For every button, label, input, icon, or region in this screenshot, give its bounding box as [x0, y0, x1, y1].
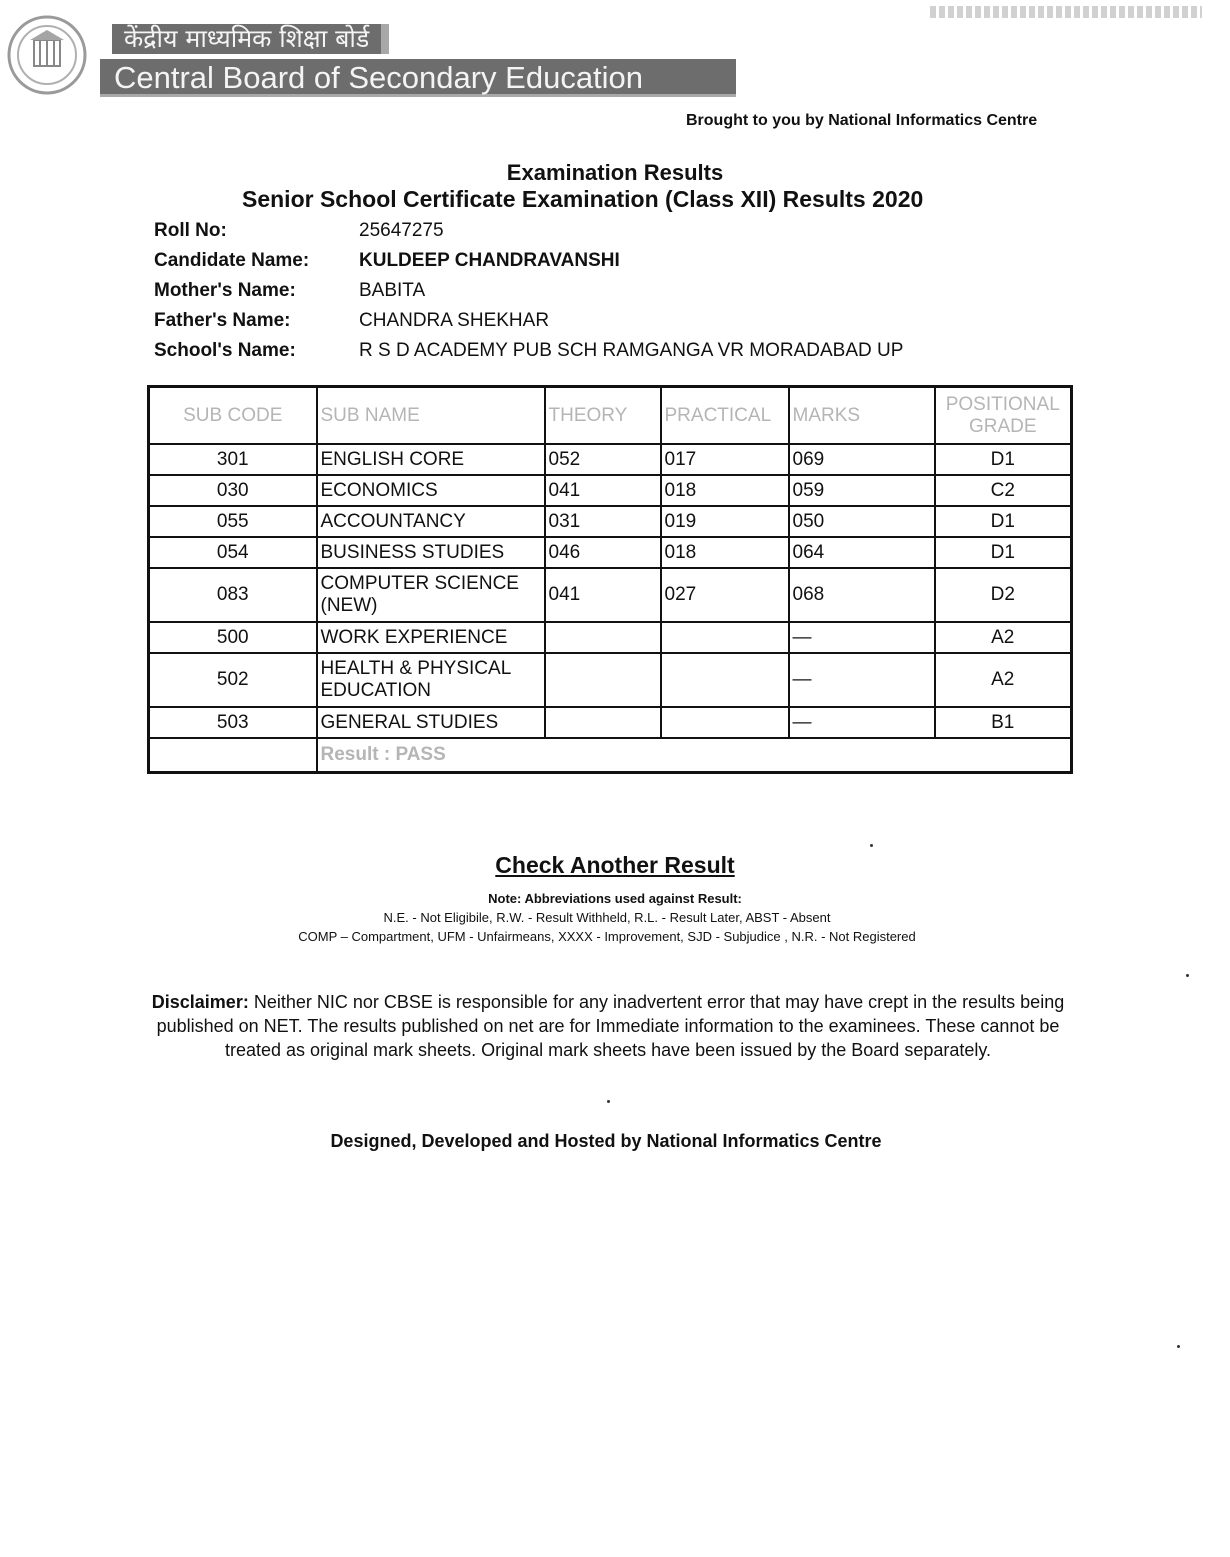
table-row — [149, 506, 1072, 537]
theory-cell — [545, 622, 661, 653]
marks-cell: 068 — [789, 568, 935, 622]
father-name-value: CHANDRA SHEKHAR — [359, 310, 550, 331]
sub-name-cell: BUSINESS STUDIES — [317, 537, 545, 568]
sub-name-cell: HEALTH & PHYSICAL EDUCATION — [317, 653, 545, 707]
sub-code-cell: 083 — [149, 568, 317, 622]
results-table — [147, 385, 1073, 774]
mother-name-value: BABITA — [359, 280, 426, 301]
header-positional-grade: POSITIONAL GRADE — [935, 387, 1072, 445]
sub-name-cell: WORK EXPERIENCE — [317, 622, 545, 653]
theory-cell: 052 — [545, 444, 661, 475]
scan-speck — [870, 844, 873, 847]
grade-cell: C2 — [935, 475, 1072, 506]
sub-code-cell: 301 — [149, 444, 317, 475]
sub-code-cell: 030 — [149, 475, 317, 506]
grade-cell: A2 — [935, 653, 1072, 707]
marks-cell: — — [789, 653, 935, 707]
practical-cell: 018 — [661, 537, 789, 568]
hindi-banner-title: केंद्रीय माध्यमिक शिक्षा बोर्ड — [112, 24, 389, 54]
practical-cell: 027 — [661, 568, 789, 622]
mother-name-label: Mother's Name: — [154, 280, 296, 301]
candidate-name-value: KULDEEP CHANDRAVANSHI — [359, 250, 620, 271]
practical-cell — [661, 707, 789, 738]
sub-code-cell: 055 — [149, 506, 317, 537]
sub-name-cell: ECONOMICS — [317, 475, 545, 506]
sub-code-cell: 502 — [149, 653, 317, 707]
sub-name-cell: ACCOUNTANCY — [317, 506, 545, 537]
marks-cell: 069 — [789, 444, 935, 475]
practical-cell — [661, 622, 789, 653]
theory-cell — [545, 707, 661, 738]
theory-cell: 041 — [545, 568, 661, 622]
marks-cell: — — [789, 707, 935, 738]
page-title: Examination Results — [506, 160, 724, 185]
sub-name-cell: GENERAL STUDIES — [317, 707, 545, 738]
table-row — [149, 475, 1072, 506]
table-row — [149, 707, 1072, 738]
grade-cell: A2 — [935, 622, 1072, 653]
cbse-logo — [6, 14, 88, 96]
sub-code-cell: 054 — [149, 537, 317, 568]
practical-cell — [661, 653, 789, 707]
school-name-value: R S D ACADEMY PUB SCH RAMGANGA VR MORADABAD UP — [359, 340, 904, 361]
grade-cell: B1 — [935, 707, 1072, 738]
brought-by-text: Brought to you by National Informatics Centre — [686, 112, 1038, 129]
english-banner-title: Central Board of Secondary Education — [100, 59, 736, 97]
table-header-row — [149, 387, 1072, 445]
result-empty-cell — [149, 738, 317, 773]
practical-cell: 019 — [661, 506, 789, 537]
grade-cell: D2 — [935, 568, 1072, 622]
school-name-label: School's Name: — [154, 340, 296, 361]
sub-code-cell: 503 — [149, 707, 317, 738]
marks-cell: 059 — [789, 475, 935, 506]
father-name-label: Father's Name: — [154, 310, 291, 331]
result-cell — [317, 738, 1072, 773]
theory-cell: 031 — [545, 506, 661, 537]
note-line-2: COMP – Compartment, UFM - Unfairmeans, XXXX - Improvement, SJD - Subjudice , N.R. - Not Registered — [298, 929, 916, 944]
table-row — [149, 568, 1072, 622]
scan-speck — [1177, 1345, 1180, 1348]
sub-name-cell: COMPUTER SCIENCE (NEW) — [317, 568, 545, 622]
table-row — [149, 622, 1072, 653]
grade-cell: D1 — [935, 537, 1072, 568]
roll-value: 25647275 — [359, 220, 444, 241]
grade-cell: D1 — [935, 506, 1072, 537]
marks-cell: — — [789, 622, 935, 653]
grade-cell: D1 — [935, 444, 1072, 475]
theory-cell — [545, 653, 661, 707]
marks-cell: 050 — [789, 506, 935, 537]
roll-label: Roll No: — [154, 220, 227, 241]
header-sub-code: SUB CODE — [149, 387, 317, 445]
result-row — [149, 738, 1072, 773]
practical-cell: 018 — [661, 475, 789, 506]
faint-url-strip — [930, 6, 1202, 18]
result-status: Result : PASS — [320, 744, 446, 765]
sub-name-cell: ENGLISH CORE — [317, 444, 545, 475]
header-theory: THEORY — [545, 387, 661, 445]
sub-code-cell: 500 — [149, 622, 317, 653]
table-row — [149, 444, 1072, 475]
header-sub-name: SUB NAME — [317, 387, 545, 445]
table-row — [149, 537, 1072, 568]
disclaimer-label: Disclaimer: — [151, 992, 249, 1012]
header-practical: PRACTICAL — [661, 387, 789, 445]
note-heading: Note: Abbreviations used against Result: — [488, 891, 742, 906]
theory-cell: 041 — [545, 475, 661, 506]
check-another-result-link[interactable]: Check Another Result — [495, 852, 735, 878]
practical-cell: 017 — [661, 444, 789, 475]
designed-by-text: Designed, Developed and Hosted by National Informatics Centre — [330, 1131, 882, 1151]
candidate-name-label: Candidate Name: — [154, 250, 310, 271]
scan-speck — [1186, 974, 1189, 977]
header-marks: MARKS — [789, 387, 935, 445]
theory-cell: 046 — [545, 537, 661, 568]
exam-subtitle: Senior School Certificate Examination (Class XII) Results 2020 — [242, 186, 924, 212]
disclaimer-text: Neither NIC nor CBSE is responsible for any inadvertent error that may have crept in the results being published on NET. The results published on net are for Immediate information to the examinees. These cannot be treated as original mark sheets. Original mark sheets have been issued by the Board separately. — [156, 992, 1065, 1060]
marks-cell: 064 — [789, 537, 935, 568]
note-line-1: N.E. - Not Eligibile, R.W. - Result Withheld, R.L. - Result Later, ABST - Absent — [383, 910, 831, 925]
scan-speck — [607, 1100, 610, 1103]
disclaimer — [148, 990, 1068, 1062]
table-row — [149, 653, 1072, 707]
